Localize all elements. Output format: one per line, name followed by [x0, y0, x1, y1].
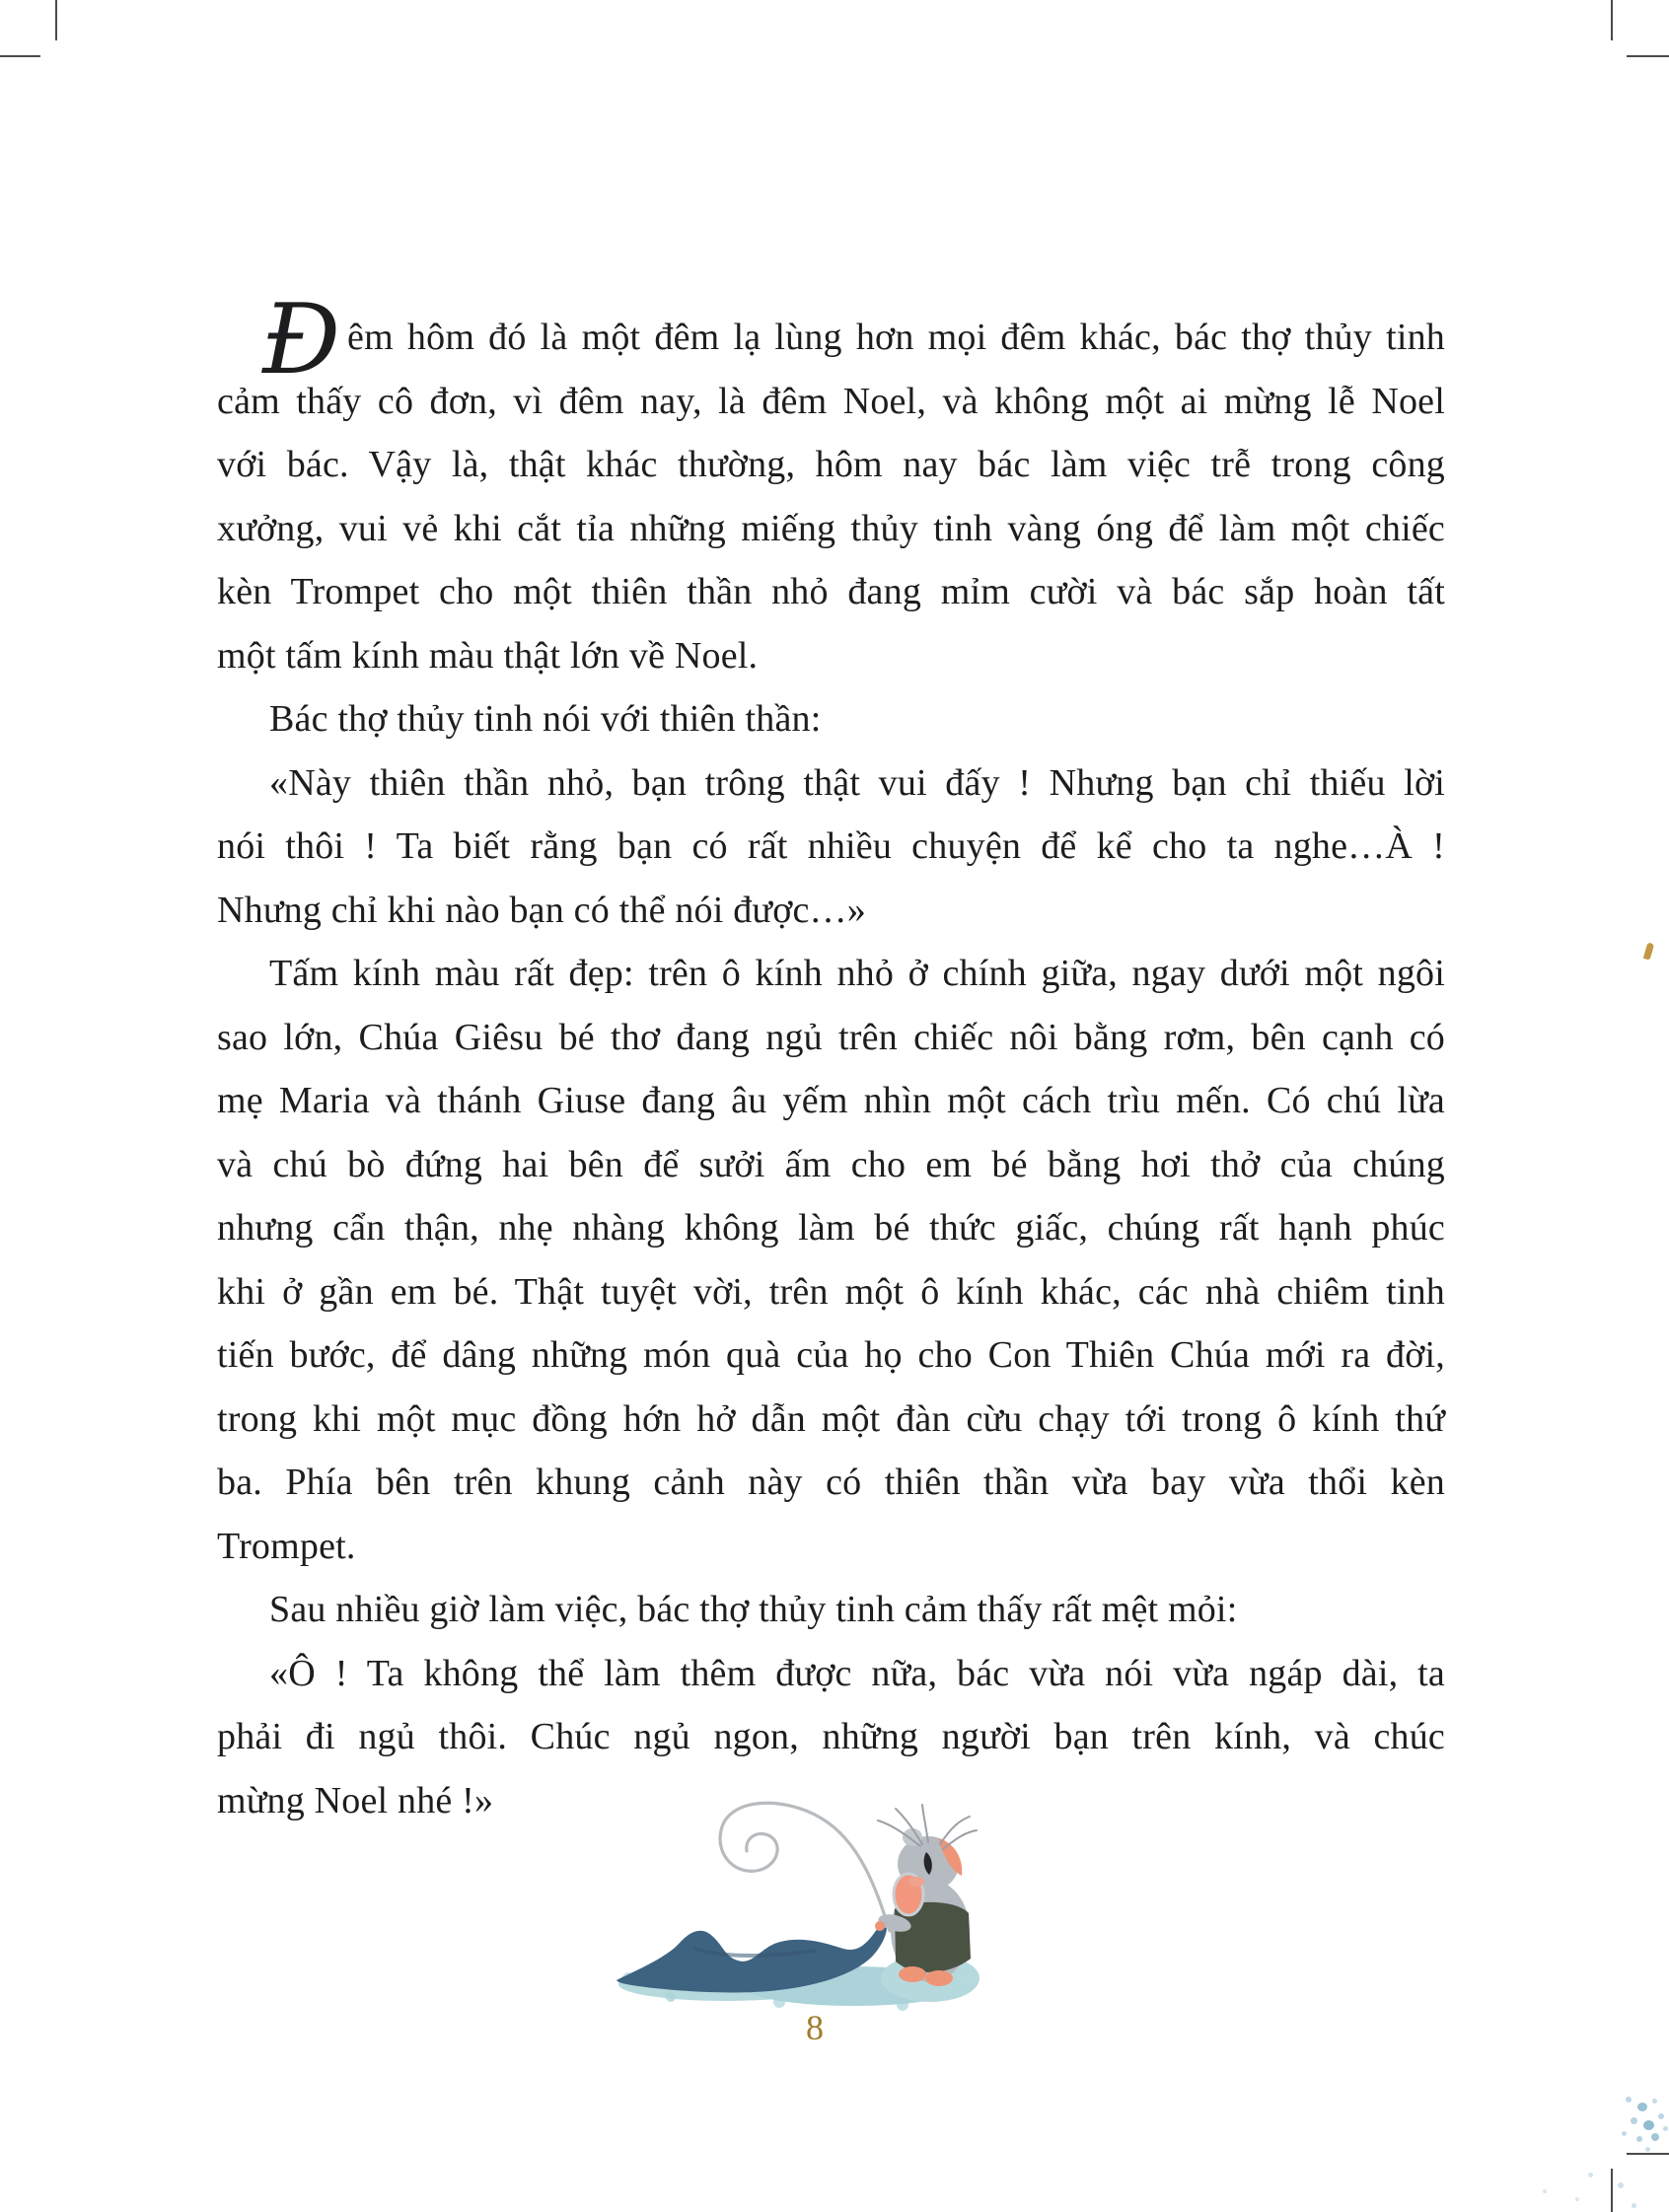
text-line: Sau nhiều giờ làm việc, bác thợ thủy tinh cảm thấy rất mệt mỏi:	[269, 1589, 1238, 1630]
mouse-ear-small	[903, 1828, 922, 1846]
text-line: với bác. Vậy là, thật khác thường, hôm nay bác làm việc trễ trong công	[217, 444, 1445, 485]
text-line: sao lớn, Chúa Giêsu bé thơ đang ngủ trên chiếc nôi bằng rơm, bên cạnh có	[217, 1016, 1445, 1058]
text-line: kèn Trompet cho một thiên thần nhỏ đang mỉm cười và bác sắp hoàn tất	[217, 571, 1445, 612]
text-line: một tấm kính màu thật lớn về Noel.	[217, 634, 759, 677]
page-number: 8	[806, 2008, 824, 2047]
paragraph	[217, 942, 1445, 1578]
mouse-blush	[908, 1877, 924, 1887]
crop-mark-bottom-right-vertical	[1611, 2169, 1613, 2212]
mouse-foot	[899, 1966, 926, 1982]
text-line: Nhưng chỉ khi nào bạn có thể nói được…»	[217, 889, 866, 931]
gold-tick-mark	[1643, 942, 1654, 960]
drop-cap: Đ	[262, 284, 341, 396]
mouse-illustration	[577, 1775, 991, 2022]
paragraph	[217, 306, 1445, 687]
text-line: phải đi ngủ thôi. Chúc ngủ ngon, những người bạn trên kính, và chúc	[217, 1716, 1445, 1757]
mouse	[875, 1805, 977, 1986]
story-paragraphs	[217, 306, 1445, 1832]
crop-mark-top-right-horizontal	[1627, 55, 1669, 57]
text-line: nhưng cẩn thận, nhẹ nhàng không làm bé thức giấc, chúng rất hạnh phúc	[217, 1207, 1445, 1249]
crop-mark-top-left-horizontal	[0, 55, 40, 57]
crop-mark-bottom-right-horizontal	[1627, 2153, 1669, 2155]
text-line: Tấm kính màu rất đẹp: trên ô kính nhỏ ở chính giữa, ngay dưới một ngôi	[269, 953, 1445, 994]
crop-mark-top-left-vertical	[55, 0, 57, 40]
text-line: nói thôi ! Ta biết rằng bạn có rất nhiều chuyện để kể cho ta nghe…À !	[217, 825, 1445, 867]
paragraph	[217, 1578, 1445, 1642]
crop-mark-top-right-vertical	[1611, 0, 1613, 40]
paragraph	[217, 687, 1445, 751]
paragraph	[217, 751, 1445, 943]
text-line: mừng Noel nhé !»	[217, 1779, 494, 1821]
text-line: trong khi một mục đồng hớn hở dẫn một đàn cừu chạy tới trong ô kính thứ	[217, 1397, 1445, 1440]
text-line: cảm thấy cô đơn, vì đêm nay, là đêm Noel, và không một ai mừng lễ Noel	[217, 380, 1445, 422]
mouse-hand	[875, 1921, 885, 1931]
text-line: ba. Phía bên trên khung cảnh này có thiên thần vừa bay vừa thổi kèn	[217, 1462, 1445, 1503]
text-line: «Này thiên thần nhỏ, bạn trông thật vui đấy ! Nhưng bạn chỉ thiếu lời	[269, 761, 1445, 804]
story-text	[217, 284, 1445, 1832]
text-line: mẹ Maria và thánh Giuse đang âu yếm nhìn một cách trìu mến. Có chú lừa	[217, 1080, 1445, 1121]
text-line: tiến bước, để dâng những món quà của họ cho Con Thiên Chúa mới ra đời,	[217, 1334, 1445, 1376]
text-line: xưởng, vui vẻ khi cắt tỉa những miếng thủy tinh vàng óng để làm một chiếc	[217, 507, 1445, 549]
text-line: và chú bò đứng hai bên để sưởi ấm cho em bé bằng hơi thở của chúng	[217, 1143, 1445, 1185]
text-line: khi ở gần em bé. Thật tuyệt vời, trên một ô kính khác, các nhà chiêm tinh	[217, 1270, 1445, 1313]
mouse-tail	[720, 1803, 890, 1931]
text-line: Trompet.	[217, 1525, 356, 1567]
text-line: êm hôm đó là một đêm lạ lùng hơn mọi đêm khác, bác thợ thủy tinh	[347, 317, 1445, 358]
text-line: Bác thợ thủy tinh nói với thiên thần:	[269, 698, 822, 740]
mouse-foot	[925, 1970, 953, 1986]
text-line: «Ô ! Ta không thể làm thêm được nữa, bác vừa nói vừa ngáp dài, ta	[269, 1652, 1445, 1694]
